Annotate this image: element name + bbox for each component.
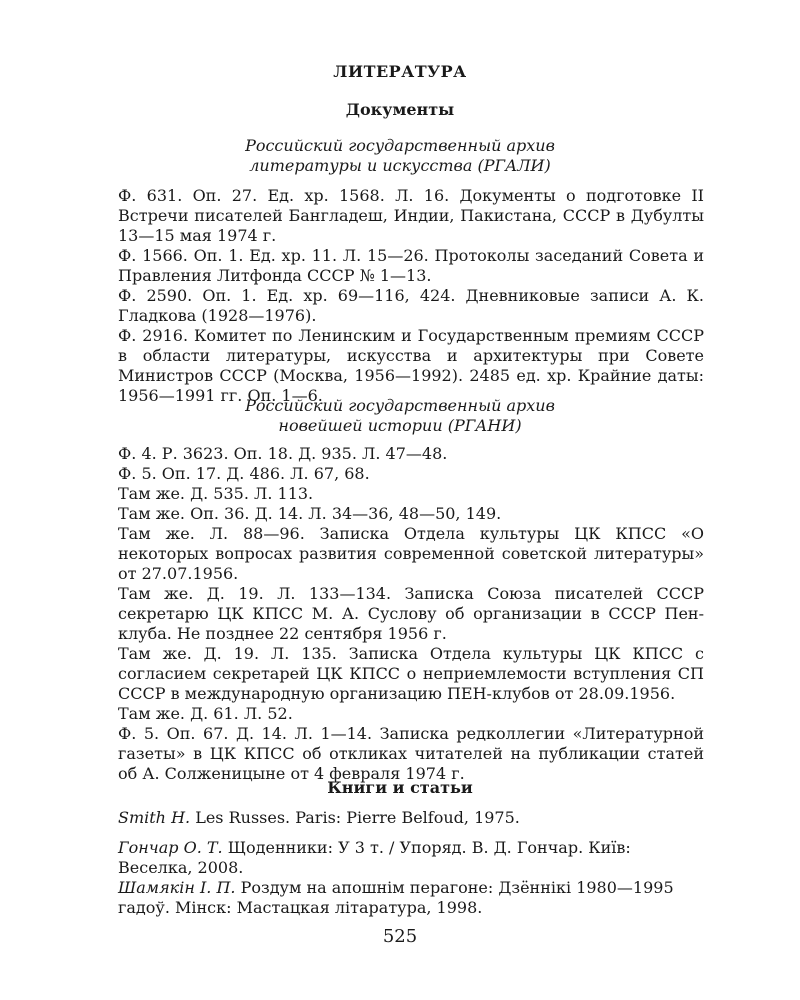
rgali-entry: Ф. 631. Оп. 27. Ед. хр. 1568. Л. 16. Документы о подготовке II Встречи писателей Бангладеш, Индии, Пакистана, СССР в Дубулты 13—15 мая 1974 г. [118, 186, 704, 245]
rgali-archive-title [0, 136, 800, 176]
chapter-title: ЛИТЕРАТУРА [333, 62, 467, 81]
book-smith [118, 808, 704, 828]
rgali-entry: Ф. 2916. Комитет по Ленинским и Государственным премиям СССР в области литературы, искусства и архитектуры при Совете Министров СССР (Москва, 1956—1992). 2485 ед. хр. Крайние даты: 1956—1991 гг. Оп. 1—6. [118, 326, 704, 405]
book-text: Щоденники: У 3 т. / Упоряд. В. Д. Гончар. Київ: Веселка, 2008. [118, 838, 631, 877]
documents-heading: Документы [345, 100, 455, 119]
rgani-entry: Ф. 5. Оп. 17. Д. 486. Л. 67, 68. [118, 464, 370, 483]
rgani-entry: Там же. Д. 535. Л. 113. [118, 484, 314, 503]
book-author: Шамякін І. П. [118, 878, 236, 897]
books-list [118, 838, 704, 918]
page-number: 525 [382, 926, 418, 947]
rgani-title-line1: Российский государственный архив [245, 396, 555, 415]
book-text: Роздум на апошнім перагоне: Дзённікі 1980—1995 гадоў. Мінск: Мастацкая літаратура, 1998. [118, 878, 674, 917]
book-text: Les Russes. Paris: Pierre Belfoud, 1975. [190, 808, 520, 827]
rgani-entries [118, 444, 704, 784]
rgali-entry: Ф. 2590. Оп. 1. Ед. хр. 69—116, 424. Дневниковые записи А. К. Гладкова (1928—1976). [118, 286, 704, 325]
rgani-archive-title [0, 396, 800, 436]
book-entry [118, 838, 704, 878]
rgani-entry: Там же. Л. 88—96. Записка Отдела культуры ЦК КПСС «О некоторых вопросах развития современной советской литературы» от 27.07.1956. [118, 524, 704, 583]
rgani-entry: Ф. 4. Р. 3623. Оп. 18. Д. 935. Л. 47—48. [118, 444, 448, 463]
rgani-entry: Там же. Д. 19. Л. 133—134. Записка Союза писателей СССР секретарю ЦК КПСС М. А. Суслову об организации в СССР Пен-клуба. Не позднее 22 сентября 1956 г. [118, 584, 704, 643]
book-author: Гончар О. Т. [118, 838, 223, 857]
rgani-entry: Там же. Д. 19. Л. 135. Записка Отдела культуры ЦК КПСС с согласием секретарей ЦК КПСС о неприемлемости вступления СП СССР в международную организацию ПЕН-клубов от 28.09.1956. [118, 644, 704, 703]
rgani-entry: Там же. Оп. 36. Д. 14. Л. 34—36, 48—50, 149. [118, 504, 502, 523]
book-author: Smith H. [118, 808, 191, 827]
rgani-title-line2: новейшей истории (РГАНИ) [278, 416, 522, 435]
rgali-title-line1: Российский государственный архив [245, 136, 555, 155]
rgali-entries [118, 186, 704, 406]
rgani-entry: Ф. 5. Оп. 67. Д. 14. Л. 1—14. Записка редколлегии «Литературной газеты» в ЦК КПСС об откликах читателей на публикации статей об А. Солженицыне от 4 февраля 1974 г. [118, 724, 704, 783]
rgani-entry: Там же. Д. 61. Л. 52. [118, 704, 293, 723]
books-heading: Книги и статьи [327, 778, 473, 797]
book-entry [118, 878, 704, 918]
book-entry [118, 808, 704, 828]
rgali-title-line2: литературы и искусства (РГАЛИ) [249, 156, 551, 175]
rgali-entry: Ф. 1566. Оп. 1. Ед. хр. 11. Л. 15—26. Протоколы заседаний Совета и Правления Литфонда СССР № 1—13. [118, 246, 704, 285]
